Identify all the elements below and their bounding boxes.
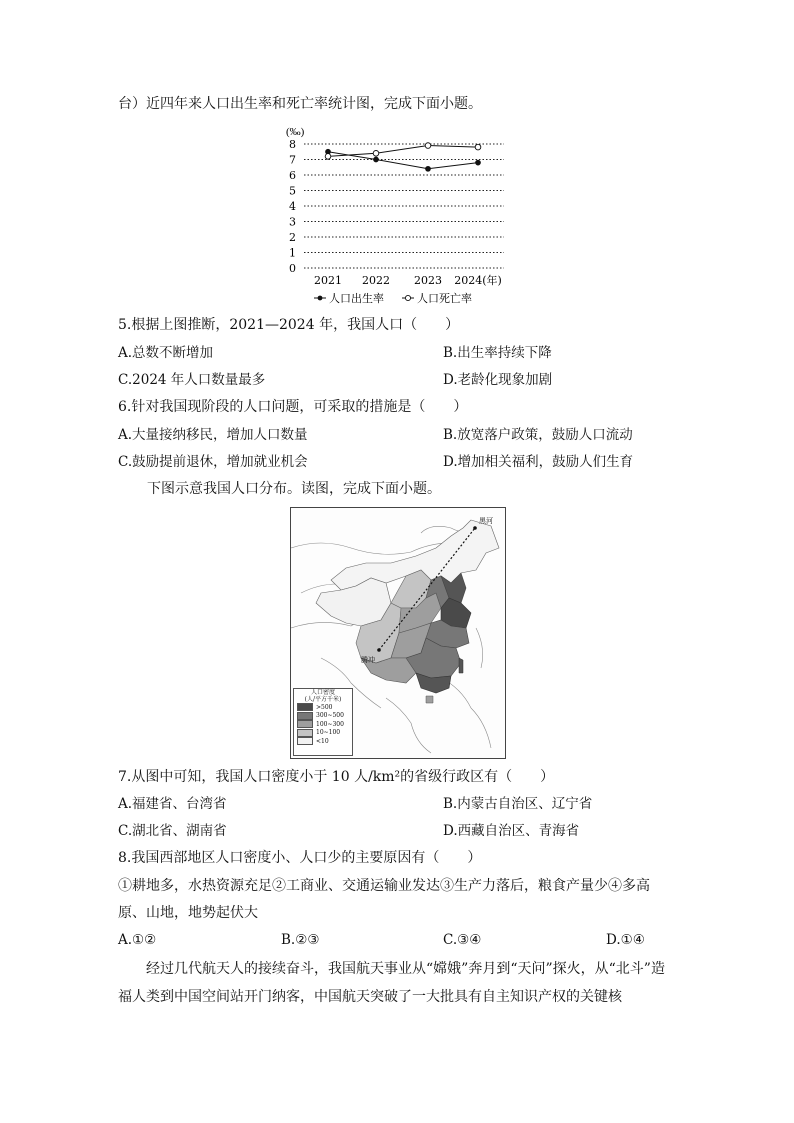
legend-label: 300~500 [316, 712, 344, 720]
legend-row [297, 712, 352, 721]
y-tick-labels [289, 138, 296, 275]
legend-label: 100~300 [316, 720, 344, 728]
map-legend [293, 688, 353, 756]
birth-rate-point-2023 [426, 166, 431, 171]
q8-body-line-2: 原、山地，地势起伏大 [118, 905, 258, 921]
y-tick-5: 5 [289, 184, 296, 198]
chart-series [325, 143, 481, 171]
q5-stem: 5.根据上图推断，2021—2024 年，我国人口（ ） [118, 317, 460, 333]
y-tick-7: 7 [289, 153, 296, 167]
x-tick-2024: 2024(年) [454, 274, 502, 287]
q5-option-a[interactable]: A.总数不断增加 [118, 345, 214, 361]
q8-option-b[interactable]: B.②③ [281, 932, 320, 948]
q8-option-c[interactable]: C.③④ [443, 932, 482, 948]
y-tick-0: 0 [289, 262, 296, 275]
legend-swatch [297, 712, 313, 720]
legend-row [297, 729, 352, 738]
legend-swatch [297, 729, 313, 737]
legend-label: 10~100 [316, 729, 341, 737]
death-rate-point-2021 [325, 154, 331, 160]
legend-death-rate: 人口死亡率 [417, 292, 472, 305]
legend-row [297, 703, 352, 712]
closing-paragraph: 经过几代航天人的接续奋斗，我国航天事业从“嫦娥”奔月到“天问”探火，从“北斗”造福人类到中国空间站开门纳客，中国航天突破了一大批具有自主知识产权的关键核 [118, 961, 665, 1005]
birth-rate-point-2024 [476, 160, 481, 165]
legend-title-1: 人口密度 [310, 689, 335, 696]
q8-option-a[interactable]: A.①② [118, 932, 157, 948]
y-tick-4: 4 [289, 200, 296, 213]
death-rate-point-2022 [373, 151, 379, 157]
q5-option-d[interactable]: D.老龄化现象加剧 [443, 372, 553, 388]
q6-stem: 6.针对我国现阶段的人口问题，可采取的措施是（ ） [118, 399, 468, 415]
legend-swatch [297, 703, 313, 711]
y-tick-1: 1 [289, 246, 296, 260]
legend-swatch [297, 720, 313, 728]
q5-option-b[interactable]: B.出生率持续下降 [443, 345, 552, 361]
q5-option-c[interactable]: C.2024 年人口数量最多 [118, 372, 266, 388]
label-heihe: 黑河 [479, 517, 493, 525]
q7-option-b[interactable]: B.内蒙古自治区、辽宁省 [443, 796, 593, 812]
x-tick-2023: 2023 [414, 274, 442, 287]
q6-option-c[interactable]: C.鼓励提前退休，增加就业机会 [118, 454, 308, 470]
y-tick-6: 6 [289, 169, 296, 182]
legend-row [297, 737, 352, 746]
q6-option-a[interactable]: A.大量接纳移民，增加人口数量 [118, 427, 308, 443]
q8-option-d[interactable]: D.①④ [606, 932, 645, 948]
y-tick-8: 8 [289, 138, 296, 151]
birth-rate-point-2022 [374, 157, 379, 162]
intro-text: 台）近四年来人口出生率和死亡率统计图，完成下面小题。 [118, 96, 482, 112]
q8-body-line-1: ①耕地多，水热资源充足②工商业、交通运输业发达③生产力落后，粮食产量少④多高 [118, 878, 650, 894]
q7-option-d[interactable]: D.西藏自治区、青海省 [443, 823, 580, 839]
legend-row [297, 720, 352, 729]
q8-stem: 8.我国西部地区人口密度小、人口少的主要原因有（ ） [118, 850, 482, 866]
chart-legend [314, 291, 472, 305]
q7-option-c[interactable]: C.湖北省、湖南省 [118, 823, 227, 839]
q6-option-b[interactable]: B.放宽落户政策，鼓励人口流动 [443, 427, 633, 443]
death-rate-point-2023 [425, 143, 431, 149]
series-line-death-rate [328, 146, 478, 157]
q6-option-d[interactable]: D.增加相关福利，鼓励人们生育 [443, 454, 634, 470]
death-rate-point-2024 [475, 144, 481, 150]
y-unit-label: (‰) [286, 126, 305, 138]
label-tengchong: 腾冲 [361, 656, 375, 664]
q7-option-a[interactable]: A.福建省、台湾省 [118, 796, 227, 812]
legend-label: >500 [316, 703, 333, 711]
y-tick-2: 2 [289, 231, 296, 244]
birth-death-rate-chart [280, 124, 520, 310]
series-line-birth-rate [328, 152, 478, 169]
population-density-map [290, 507, 506, 759]
legend-title-2: (人/平方千米) [304, 696, 342, 703]
legend-label: <10 [316, 737, 329, 745]
legend-birth-rate: 人口出生率 [329, 292, 384, 305]
x-tick-2021: 2021 [314, 274, 342, 287]
map-intro: 下图示意我国人口分布。读图，完成下面小题。 [147, 481, 441, 497]
legend-swatch [297, 737, 313, 745]
q7-stem: 7.从图中可知，我国人口密度小于 10 人/km²的省级行政区有（ ） [118, 769, 555, 785]
x-tick-labels [314, 273, 502, 287]
x-tick-2022: 2022 [362, 274, 390, 287]
y-tick-3: 3 [289, 215, 296, 229]
